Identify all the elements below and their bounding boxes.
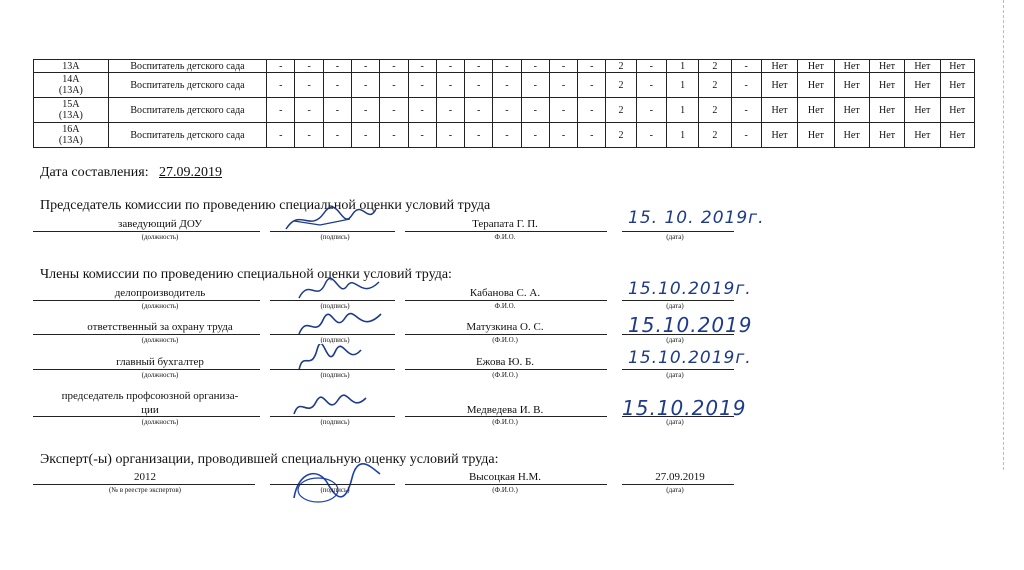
- table-cell: Нет: [834, 98, 869, 123]
- table-cell: -: [636, 60, 666, 73]
- member3-handwritten-date: 15.10.2019г.: [628, 348, 752, 368]
- table-cell: Нет: [940, 123, 974, 148]
- table-cell: Нет: [905, 60, 940, 73]
- member3-fio-caption: (Ф.И.О.): [492, 371, 518, 379]
- table-cell: -: [352, 98, 380, 123]
- table-cell: 1: [666, 98, 698, 123]
- table-cell: Нет: [834, 73, 869, 98]
- table-cell: Нет: [761, 60, 797, 73]
- table-cell: 1: [666, 60, 698, 73]
- table-cell: Нет: [940, 60, 974, 73]
- expert-name: Высоцкая Н.М.: [468, 471, 542, 483]
- table-cell: -: [408, 60, 436, 73]
- table-cell: Нет: [834, 123, 869, 148]
- table-cell: 2: [699, 60, 731, 73]
- table-cell: -: [549, 98, 577, 123]
- row-number-cell: 16А (13А): [34, 123, 109, 148]
- table-row: [34, 98, 975, 123]
- table-cell: -: [436, 123, 464, 148]
- table-cell: -: [465, 73, 493, 98]
- member4-position-line2: ции: [141, 404, 159, 416]
- table-cell: -: [408, 98, 436, 123]
- table-cell: Нет: [761, 123, 797, 148]
- table-cell: -: [636, 98, 666, 123]
- expert-date-caption: (дата): [666, 486, 684, 494]
- table-cell: 2: [606, 98, 636, 123]
- table-cell: -: [465, 98, 493, 123]
- expert-heading: Эксперт(-ы) организации, проводившей специальную оценку условий труда:: [40, 452, 499, 467]
- member2-name: Матузкина О. С.: [466, 321, 544, 333]
- table-cell: -: [323, 73, 351, 98]
- table-cell: -: [549, 123, 577, 148]
- table-cell: -: [549, 73, 577, 98]
- table-cell: Нет: [761, 98, 797, 123]
- member3-name: Ежова Ю. Б.: [475, 356, 535, 368]
- member1-date-caption: (дата): [666, 302, 684, 310]
- member2-signature-caption: (подпись): [320, 336, 350, 344]
- chair-heading: Председатель комиссии по проведению специальной оценки условий труда: [40, 198, 491, 213]
- table-cell: 2: [699, 98, 731, 123]
- table-cell: -: [549, 60, 577, 73]
- member4-position-line1: председатель профсоюзной организа-: [61, 390, 239, 402]
- member1-signature-caption: (подпись): [320, 302, 350, 310]
- member4-signature-caption: (подпись): [320, 418, 350, 426]
- table-row: [34, 73, 975, 98]
- table-cell: -: [267, 73, 295, 98]
- member3-position: главный бухгалтер: [116, 356, 204, 368]
- table-cell: -: [521, 73, 549, 98]
- members-heading: Члены комиссии по проведению специальной оценки условий труда:: [40, 267, 452, 282]
- table-cell: -: [295, 60, 323, 73]
- member3-position-caption: (должность): [141, 371, 179, 379]
- table-cell: Нет: [798, 60, 834, 73]
- member3-date-caption: (дата): [666, 371, 684, 379]
- table-cell: -: [352, 73, 380, 98]
- row-number-cell: 13А: [34, 60, 109, 73]
- table-cell: -: [408, 73, 436, 98]
- member1-position: делопроизводитель: [114, 287, 206, 299]
- table-cell: Нет: [869, 123, 904, 148]
- table-cell: -: [465, 123, 493, 148]
- results-table: [33, 59, 975, 148]
- row-number-cell: 14А (13А): [34, 73, 109, 98]
- table-cell: -: [436, 73, 464, 98]
- table-cell: -: [380, 123, 408, 148]
- table-cell: -: [493, 60, 521, 73]
- table-cell: Нет: [798, 123, 834, 148]
- chair-name: Терапата Г. П.: [472, 218, 538, 230]
- table-cell: -: [408, 123, 436, 148]
- table-cell: -: [493, 73, 521, 98]
- page-edge: [1003, 0, 1005, 470]
- expert-registry-caption: (№ в реестре экспертов): [108, 486, 181, 494]
- table-cell: -: [352, 60, 380, 73]
- member4-name: Медведева И. В.: [466, 404, 544, 416]
- member4-position-caption: (должность): [141, 418, 179, 426]
- row-number-cell: 15А (13А): [34, 98, 109, 123]
- table-cell: Нет: [940, 73, 974, 98]
- chair-position-caption: (должность): [141, 233, 179, 241]
- job-title-cell: Воспитатель детского сада: [108, 123, 267, 148]
- expert-date: 27.09.2019: [655, 471, 705, 483]
- chair-handwritten-date: 15. 10. 2019г.: [628, 208, 765, 228]
- member1-fio-caption: Ф.И.О.: [494, 302, 516, 310]
- table-cell: -: [380, 73, 408, 98]
- table-cell: -: [731, 98, 761, 123]
- table-cell: -: [267, 123, 295, 148]
- table-cell: 1: [666, 73, 698, 98]
- table-cell: -: [493, 123, 521, 148]
- table-cell: Нет: [834, 60, 869, 73]
- chair-signature-caption: (подпись): [320, 233, 350, 241]
- table-cell: Нет: [761, 73, 797, 98]
- member1-name: Кабанова С. А.: [469, 287, 541, 299]
- table-cell: -: [636, 123, 666, 148]
- table-cell: -: [731, 60, 761, 73]
- table-cell: -: [493, 98, 521, 123]
- table-cell: -: [295, 123, 323, 148]
- member2-fio-caption: (Ф.И.О.): [492, 336, 518, 344]
- member1-position-caption: (должность): [141, 302, 179, 310]
- table-cell: 2: [606, 73, 636, 98]
- member2-handwritten-date: 15.10.2019: [628, 313, 753, 337]
- table-cell: -: [465, 60, 493, 73]
- member2-date-caption: (дата): [666, 336, 684, 344]
- table-cell: -: [295, 98, 323, 123]
- table-cell: -: [436, 98, 464, 123]
- member1-handwritten-date: 15.10.2019г.: [628, 279, 752, 299]
- table-cell: 2: [606, 60, 636, 73]
- table-cell: -: [731, 73, 761, 98]
- compile-date-label: Дата составления:: [40, 165, 149, 180]
- table-cell: -: [578, 60, 606, 73]
- table-cell: -: [578, 123, 606, 148]
- table-cell: -: [436, 60, 464, 73]
- member4-handwritten-date: 15.10.2019: [622, 396, 747, 420]
- table-cell: -: [521, 60, 549, 73]
- table-cell: -: [578, 98, 606, 123]
- table-row: [34, 123, 975, 148]
- chair-date-caption: (дата): [666, 233, 684, 241]
- expert-registry: 2012: [134, 471, 156, 483]
- member2-position: ответственный за охрану труда: [87, 321, 233, 333]
- table-cell: -: [323, 123, 351, 148]
- table-cell: 2: [699, 123, 731, 148]
- chair-position: заведующий ДОУ: [117, 218, 203, 230]
- table-cell: Нет: [905, 98, 940, 123]
- compile-date-value: 27.09.2019: [159, 165, 222, 180]
- table-cell: -: [267, 60, 295, 73]
- job-title-cell: Воспитатель детского сада: [108, 73, 267, 98]
- table-cell: Нет: [869, 98, 904, 123]
- table-cell: Нет: [869, 60, 904, 73]
- table-cell: 2: [699, 73, 731, 98]
- table-cell: -: [323, 98, 351, 123]
- table-cell: -: [636, 73, 666, 98]
- table-cell: Нет: [940, 98, 974, 123]
- table-cell: Нет: [798, 73, 834, 98]
- table-cell: -: [323, 60, 351, 73]
- table-cell: -: [521, 123, 549, 148]
- job-title-cell: Воспитатель детского сада: [108, 98, 267, 123]
- table-cell: -: [731, 123, 761, 148]
- table-cell: -: [267, 98, 295, 123]
- member2-position-caption: (должность): [141, 336, 179, 344]
- table-cell: 1: [666, 123, 698, 148]
- table-row: [34, 60, 975, 73]
- table-cell: -: [521, 98, 549, 123]
- member4-date-caption: (дата): [666, 418, 684, 426]
- table-cell: -: [380, 98, 408, 123]
- job-title-cell: Воспитатель детского сада: [108, 60, 267, 73]
- table-cell: -: [578, 73, 606, 98]
- member3-signature-caption: (подпись): [320, 371, 350, 379]
- table-cell: Нет: [869, 73, 904, 98]
- table-cell: Нет: [798, 98, 834, 123]
- table-cell: Нет: [905, 73, 940, 98]
- table-cell: -: [380, 60, 408, 73]
- table-cell: -: [295, 73, 323, 98]
- expert-signature-caption: (подпись): [320, 486, 350, 494]
- chair-fio-caption: Ф.И.О.: [494, 233, 516, 241]
- member4-fio-caption: (Ф.И.О.): [492, 418, 518, 426]
- expert-fio-caption: (Ф.И.О.): [492, 486, 518, 494]
- table-cell: -: [352, 123, 380, 148]
- table-cell: 2: [606, 123, 636, 148]
- table-cell: Нет: [905, 123, 940, 148]
